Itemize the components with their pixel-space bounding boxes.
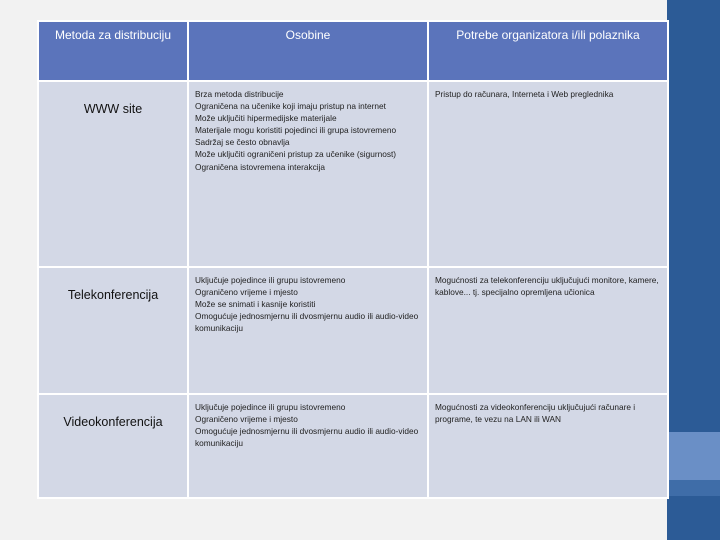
needs-text: Mogućnosti za videokonferenciju uključujući računare i programe, te vezu na LAN ili WAN <box>435 402 636 425</box>
feature-line: Uključuje pojedince ili grupu istovremeno <box>195 402 346 412</box>
feature-line: Može uključiti ograničeni pristup za učenike (sigurnost) <box>195 149 397 160</box>
feature-line: Brza metoda distribucije <box>195 89 284 99</box>
features-cell <box>188 267 428 394</box>
needs-text: Pristup do računara, Interneta i Web preglednika <box>435 89 614 99</box>
needs-cell <box>428 394 668 498</box>
header-needs: Potrebe organizatora i/ili polaznika <box>428 21 668 81</box>
table-row-telekonferencija <box>38 267 668 394</box>
feature-line: Ograničena istovremena interakcija <box>195 161 326 172</box>
decorative-band-block <box>667 432 720 480</box>
method-cell <box>38 267 188 394</box>
distribution-methods-table <box>37 20 669 499</box>
feature-line: Može se snimati i kasnije koristiti <box>195 299 316 310</box>
needs-cell <box>428 267 668 394</box>
feature-line: Omogućuje jednosmjernu ili dvosmjernu audio ili audio-video komunikaciju <box>195 426 419 449</box>
needs-cell <box>428 81 668 267</box>
header-features: Osobine <box>188 21 428 81</box>
decorative-band-block <box>667 480 720 496</box>
features-cell <box>188 394 428 498</box>
table-row-videokonferencija <box>38 394 668 498</box>
feature-line: Ograničeno vrijeme i mjesto <box>195 414 298 425</box>
method-label: Videokonferencija <box>63 415 163 429</box>
needs-text: Mogućnosti za telekonferenciju uključujući monitore, kamere, kablove... tj. specijalno opremljena učionica <box>435 275 659 298</box>
feature-line: Može uključiti hipermedijske materijale <box>195 113 337 124</box>
feature-line: Ograničena na učenike koji imaju pristup na internet <box>195 101 386 112</box>
feature-line: Sadržaj se često obnavlja <box>195 137 290 148</box>
method-label: WWW site <box>83 102 143 116</box>
method-cell <box>38 81 188 267</box>
features-cell <box>188 81 428 267</box>
feature-line: Omogućuje jednosmjernu ili dvosmjernu audio ili audio-video komunikaciju <box>195 311 419 334</box>
method-cell <box>38 394 188 498</box>
header-method: Metoda za distribuciju <box>38 21 188 81</box>
feature-line: Uključuje pojedince ili grupu istovremeno <box>195 275 346 285</box>
feature-line: Materijale mogu koristiti pojedinci ili grupa istovremeno <box>195 125 397 136</box>
feature-line: Ograničeno vrijeme i mjesto <box>195 287 298 298</box>
table-header-row <box>38 21 668 81</box>
method-label: Telekonferencija <box>67 288 159 302</box>
table-row-www <box>38 81 668 267</box>
